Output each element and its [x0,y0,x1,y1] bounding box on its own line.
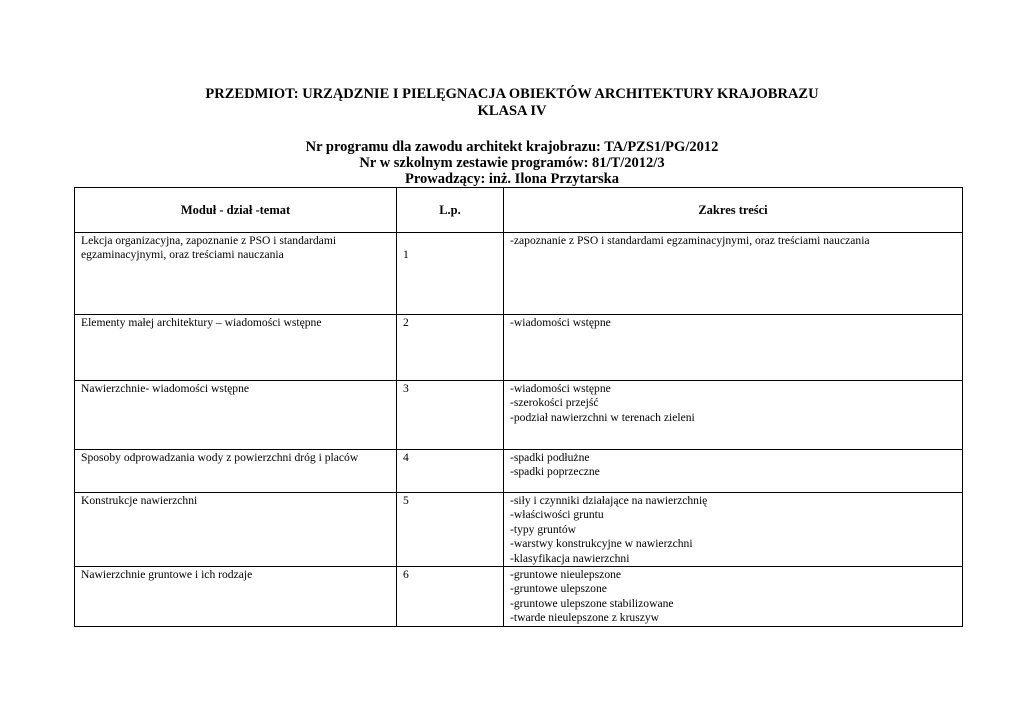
lp-value: 4 [403,451,409,464]
column-header-topic: Moduł - dział -temat [75,188,397,233]
topic-cell [75,233,397,315]
content-cell [504,450,963,493]
table-header-row [75,188,963,233]
content-line: -klasyfikacja nawierzchni [510,551,630,565]
content-cell [504,493,963,567]
lp-value: 3 [403,382,409,395]
topic-cell [75,450,397,493]
content-line: -typy gruntów [510,522,577,536]
content-line: -właściwości gruntu [510,508,604,522]
content-cell [504,315,963,381]
table-row [75,381,963,450]
content-cell [504,233,963,315]
lp-cell [397,233,504,315]
lp-cell [397,450,504,493]
document-title [0,86,1024,120]
topic-line: Elementy małej architektury – wiadomości wstępne [81,316,322,329]
content-line: -gruntowe ulepszone stabilizowane [510,596,674,610]
topic-cell [75,315,397,381]
program-number-line: Nr programu dla zawodu architekt krajobrazu: TA/PZS1/PG/2012 [305,139,719,155]
lp-value: 2 [403,316,409,329]
table-row [75,315,963,381]
content-line: -szerokości przejść [510,396,599,410]
lp-value: 5 [403,494,409,507]
content-line: -siły i czynniki działające na nawierzchnię [510,494,708,507]
curriculum-table [74,187,963,627]
table-row [75,233,963,315]
school-set-line: Nr w szkolnym zestawie programów: 81/T/2012/3 [359,155,665,171]
table-row [75,450,963,493]
lp-cell [397,381,504,450]
lp-cell [397,567,504,627]
teacher-line: Prowadzący: inż. Ilona Przytarska [405,171,619,187]
topic-cell [75,567,397,627]
class-line: KLASA IV [477,103,547,119]
subject-line: PRZEDMIOT: URZĄDZNIE I PIELĘGNACJA OBIEKTÓW ARCHITEKTURY KRAJOBRAZU [205,86,819,102]
lp-value: 1 [403,248,409,261]
topic-line: Sposoby odprowadzania wody z powierzchni dróg i placów [81,451,359,464]
topic-cell [75,381,397,450]
content-line: -spadki poprzeczne [510,465,600,479]
table-row [75,493,963,567]
content-line: -twarde nieulepszone z kruszyw [510,611,660,625]
content-line: -warstwy konstrukcyjne w nawierzchni [510,537,693,551]
topic-line: Nawierzchnie- wiadomości wstępne [81,382,250,395]
column-header-lp: L.p. [397,188,504,233]
topic-line: Konstrukcje nawierzchni [81,494,198,507]
content-line: -wiadomości wstępne [510,316,611,329]
content-line: -gruntowe nieulepszone [510,568,622,582]
topic-line: egzaminacyjnymi, oraz treściami nauczania [81,248,284,262]
lp-cell [397,315,504,381]
content-line: -spadki podłużne [510,451,590,464]
column-header-content: Zakres treści [504,188,963,233]
lp-value: 6 [403,568,409,582]
content-line: -zapoznanie z PSO i standardami egzaminacyjnymi, oraz treściami nauczania [510,234,870,247]
table-row [75,567,963,627]
topic-line: Lekcja organizacyjna, zapoznanie z PSO i standardami [81,234,337,247]
topic-cell [75,493,397,567]
content-cell [504,567,963,627]
program-info [0,139,1024,187]
lp-cell [397,493,504,567]
content-cell [504,381,963,450]
content-line: -podział nawierzchni w terenach zieleni [510,410,695,424]
topic-line: Nawierzchnie gruntowe i ich rodzaje [81,568,253,582]
content-line: -gruntowe ulepszone [510,582,607,596]
content-line: -wiadomości wstępne [510,382,611,395]
